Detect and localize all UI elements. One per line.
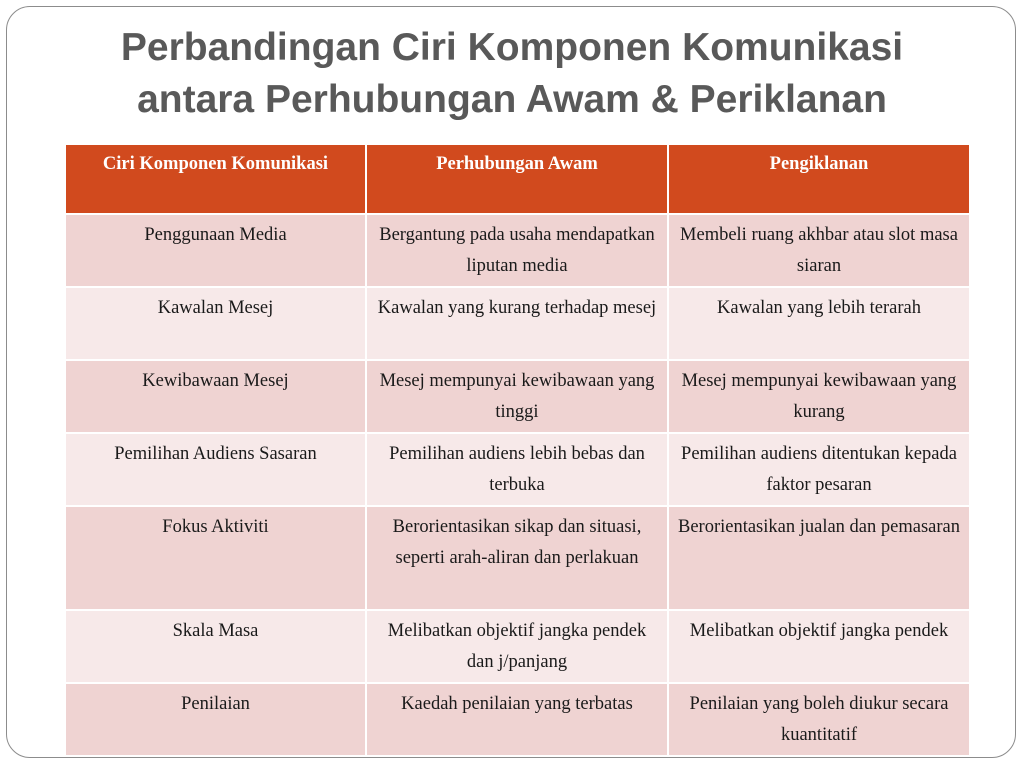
cell-pengiklanan: Melibatkan objektif jangka pendek [668, 610, 970, 683]
row-label: Penilaian [65, 683, 366, 756]
table-row [65, 287, 970, 360]
row-label: Kewibawaan Mesej [65, 360, 366, 433]
cell-pengiklanan: Kawalan yang lebih terarah [668, 287, 970, 360]
cell-perhubungan-awam: Berorientasikan sikap dan situasi, seperti arah-aliran dan perlakuan [366, 506, 668, 610]
cell-pengiklanan: Mesej mempunyai kewibawaan yang kurang [668, 360, 970, 433]
row-label: Kawalan Mesej [65, 287, 366, 360]
comparison-table [64, 143, 971, 757]
table-header-row [65, 144, 970, 214]
cell-perhubungan-awam: Mesej mempunyai kewibawaan yang tinggi [366, 360, 668, 433]
cell-pengiklanan: Berorientasikan jualan dan pemasaran [668, 506, 970, 610]
table-row [65, 214, 970, 287]
row-label: Penggunaan Media [65, 214, 366, 287]
row-label: Pemilihan Audiens Sasaran [65, 433, 366, 506]
header-ciri-komponen: Ciri Komponen Komunikasi [65, 144, 366, 214]
table-row [65, 506, 970, 610]
slide-title [40, 22, 984, 126]
header-pengiklanan: Pengiklanan [668, 144, 970, 214]
row-label: Fokus Aktiviti [65, 506, 366, 610]
cell-pengiklanan: Penilaian yang boleh diukur secara kuantitatif [668, 683, 970, 756]
cell-perhubungan-awam: Bergantung pada usaha mendapatkan liputan media [366, 214, 668, 287]
cell-pengiklanan: Pemilihan audiens ditentukan kepada faktor pesaran [668, 433, 970, 506]
cell-perhubungan-awam: Kawalan yang kurang terhadap mesej [366, 287, 668, 360]
header-perhubungan-awam: Perhubungan Awam [366, 144, 668, 214]
cell-perhubungan-awam: Melibatkan objektif jangka pendek dan j/panjang [366, 610, 668, 683]
cell-perhubungan-awam: Pemilihan audiens lebih bebas dan terbuka [366, 433, 668, 506]
cell-perhubungan-awam: Kaedah penilaian yang terbatas [366, 683, 668, 756]
table-row [65, 360, 970, 433]
table-row [65, 610, 970, 683]
slide-title-line-1: Perbandingan Ciri Komponen Komunikasi [120, 26, 904, 69]
row-label: Skala Masa [65, 610, 366, 683]
cell-pengiklanan: Membeli ruang akhbar atau slot masa siaran [668, 214, 970, 287]
slide-title-line-2: antara Perhubungan Awam & Periklanan [137, 78, 887, 121]
table-row [65, 683, 970, 756]
table-row [65, 433, 970, 506]
